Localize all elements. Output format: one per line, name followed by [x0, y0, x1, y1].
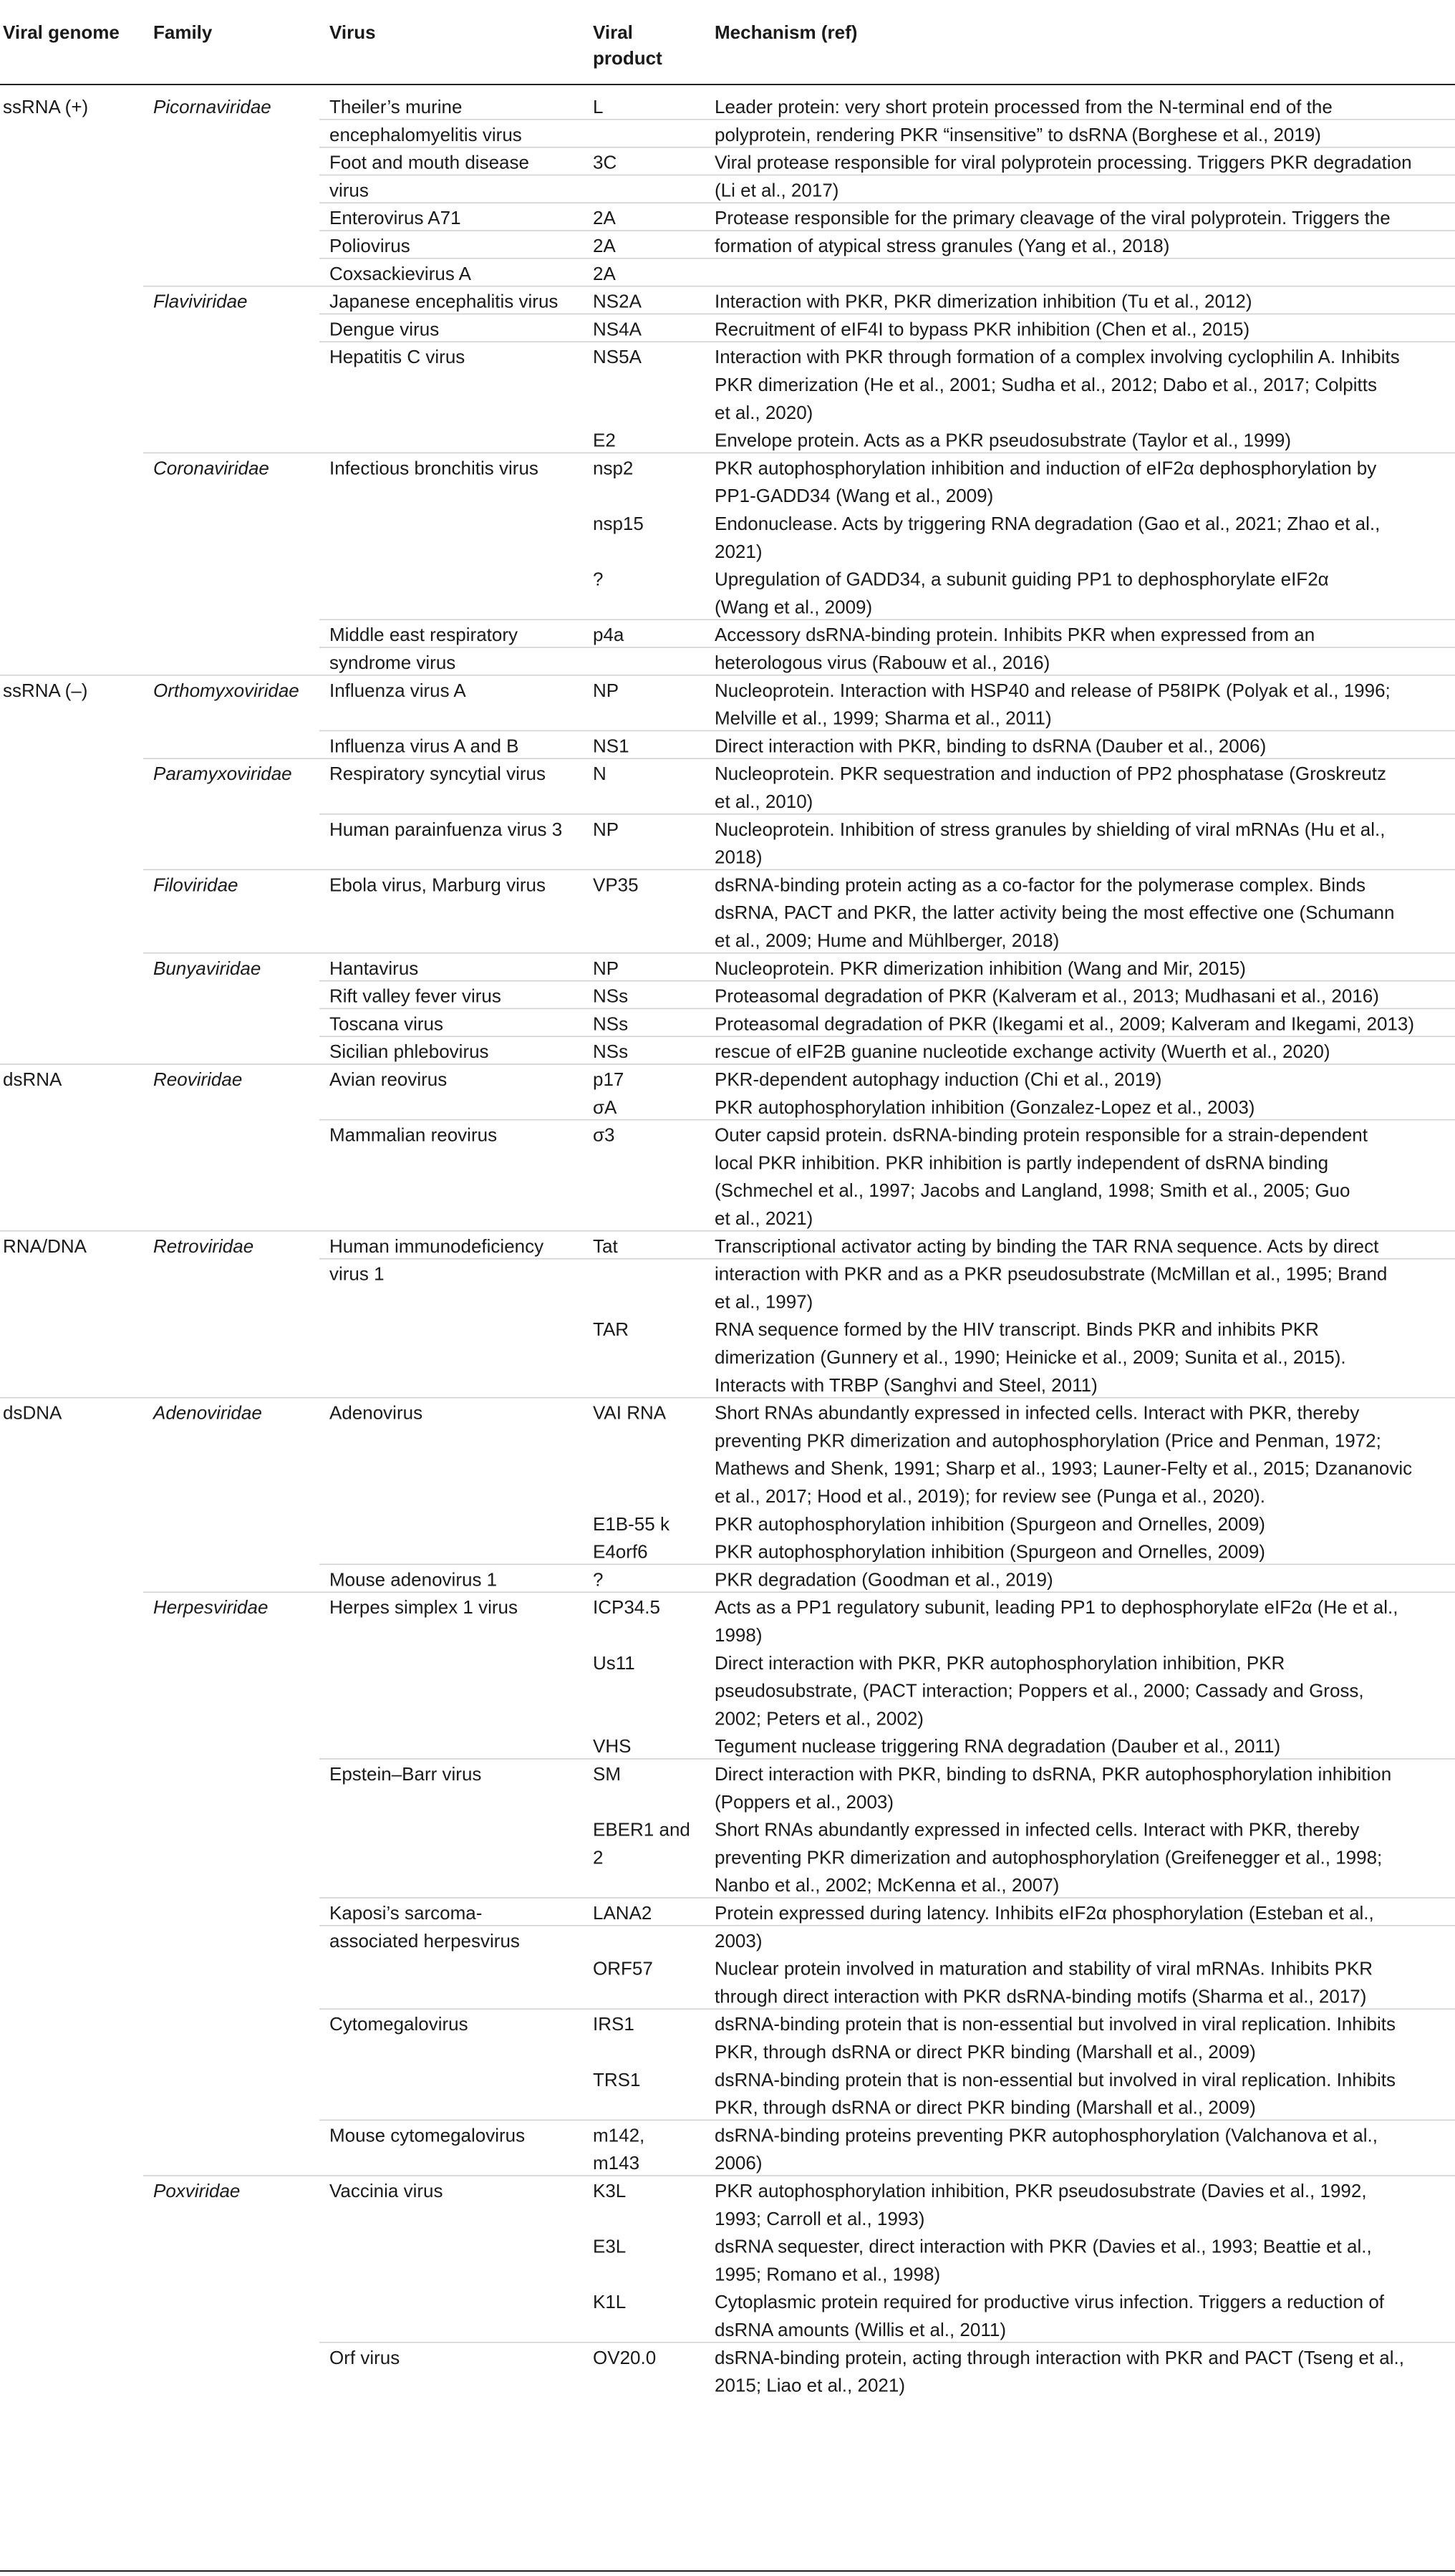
cell-mech: Endonuclease. Acts by triggering RNA degradation (Gao et al., 2021; Zhao et al.,: [715, 513, 1381, 534]
cell-virus: Mouse adenovirus 1: [329, 1568, 498, 1591]
cell-mech: Protein expressed during latency. Inhibits eIF2α phosphorylation (Esteban et al.,: [715, 1902, 1374, 1924]
cell-mech: preventing PKR dimerization and autophosphorylation (Price and Penman, 1972;: [715, 1429, 1381, 1452]
cell-mech: dsRNA-binding protein that is non-essential but involved in viral replication. Inhibits: [715, 2068, 1396, 2090]
cell-mech: Cytoplasmic protein required for productive virus infection. Triggers a reduction of: [715, 2291, 1384, 2313]
cell-virus: Hepatitis C virus: [329, 346, 465, 368]
cell-product: m143: [593, 2152, 640, 2174]
cell-mech: 2002; Peters et al., 2002): [715, 1707, 924, 1730]
cell-mech: Envelope protein. Acts as a PKR pseudosubstrate (Taylor et al., 1999): [715, 429, 1292, 451]
cell-mech: et al., 2021): [715, 1207, 813, 1229]
cell-mech: preventing PKR dimerization and autophosphorylation (Greifenegger et al., 1998;: [715, 1846, 1383, 1868]
cell-mech: heterologous virus (Rabouw et al., 2016): [715, 652, 1050, 673]
cell-mech: (Li et al., 2017): [715, 179, 839, 201]
cell-mech: Nucleoprotein. PKR sequestration and induction of PP2 phosphatase (Groskreutz: [715, 763, 1387, 785]
cell-virus: Kaposi’s sarcoma-: [329, 1902, 483, 1924]
cell-product: EBER1 and: [593, 1818, 690, 1841]
cell-mech: Outer capsid protein. dsRNA-binding protein responsible for a strain-dependent: [715, 1124, 1368, 1146]
cell-virus: Japanese encephalitis virus: [329, 290, 559, 312]
cell-virus: Human immunodeficiency: [329, 1235, 544, 1257]
cell-family: Picornaviridae: [153, 96, 271, 117]
cell-product: TAR: [593, 1318, 629, 1341]
cell-mech: dsRNA-binding protein, acting through interaction with PKR and PACT (Tseng et al.,: [715, 2346, 1404, 2368]
cell-mech: Proteasomal degradation of PKR (Kalveram et al., 2013; Mudhasani et al., 2016): [715, 985, 1379, 1007]
cell-mech: dsRNA, PACT and PKR, the latter activity being the most effective one (Schumann: [715, 902, 1395, 924]
cell-product: Us11: [593, 1651, 635, 1674]
cell-virus: Foot and mouth disease: [329, 151, 529, 173]
cell-product: E1B-55 k: [593, 1513, 670, 1535]
cell-virus: Poliovirus: [329, 235, 410, 256]
cell-product: E3L: [593, 2235, 627, 2257]
cell-virus: Hantavirus: [329, 957, 419, 979]
cell-mech: Tegument nuclease triggering RNA degradation (Dauber et al., 2011): [715, 1735, 1281, 1757]
cell-virus: Middle east respiratory: [329, 624, 518, 646]
cell-product: SM: [593, 1763, 621, 1785]
cell-product: NSs: [593, 1041, 629, 1063]
cell-mech: Recruitment of eIF4I to bypass PKR inhibition (Chen et al., 2015): [715, 318, 1250, 340]
cell-virus: Sicilian phlebovirus: [329, 1041, 489, 1063]
cell-product: K3L: [593, 2180, 627, 2201]
cell-family: Filoviridae: [153, 874, 238, 896]
cell-product: ICP34.5: [593, 1596, 660, 1619]
cell-virus: Respiratory syncytial virus: [329, 763, 546, 785]
cell-mech: local PKR inhibition. PKR inhibition is partly independent of dsRNA binding: [715, 1152, 1329, 1174]
cell-mech: PKR, through dsRNA or direct PKR binding (Marshall et al., 2009): [715, 2041, 1256, 2063]
cell-mech: Interaction with PKR through formation of a complex involving cyclophilin A. Inhibits: [715, 346, 1400, 368]
cell-product: NP: [593, 818, 619, 840]
cell-product: E2: [593, 429, 616, 451]
cell-product: L: [593, 96, 604, 117]
cell-virus: Avian reovirus: [329, 1068, 448, 1090]
cell-product: NS1: [593, 735, 629, 757]
cell-virus: Toscana virus: [329, 1013, 443, 1035]
cell-mech: Short RNAs abundantly expressed in infected cells. Interact with PKR, thereby: [715, 1818, 1360, 1841]
cell-mech: et al., 2017; Hood et al., 2019); for review see (Punga et al., 2020).: [715, 1485, 1265, 1507]
cell-mech: Direct interaction with PKR, binding to dsRNA, PKR autophosphorylation inhibition: [715, 1763, 1392, 1785]
cell-mech: dsRNA-binding protein acting as a co-factor for the polymerase complex. Binds: [715, 874, 1365, 896]
cell-product: NSs: [593, 1013, 629, 1035]
cell-mech: 2003): [715, 1929, 763, 1952]
cell-virus: Theiler’s murine: [329, 96, 463, 117]
cell-mech: Short RNAs abundantly expressed in infected cells. Interact with PKR, thereby: [715, 1402, 1360, 1424]
cell-mech: dimerization (Gunnery et al., 1990; Heinicke et al., 2009; Sunita et al., 2015).: [715, 1346, 1346, 1368]
cell-virus: Rift valley fever virus: [329, 985, 501, 1007]
cell-genome: dsDNA: [3, 1402, 62, 1424]
cell-mech: (Schmechel et al., 1997; Jacobs and Langland, 1998; Smith et al., 2005; Guo: [715, 1180, 1350, 1202]
cell-mech: dsRNA amounts (Willis et al., 2011): [715, 2319, 1007, 2340]
cell-family: Paramyxoviridae: [153, 763, 292, 785]
cell-mech: Accessory dsRNA-binding protein. Inhibits PKR when expressed from an: [715, 624, 1315, 646]
cell-product: N: [593, 763, 606, 785]
cell-virus: syndrome virus: [329, 652, 456, 673]
cell-mech: PKR dimerization (He et al., 2001; Sudha et al., 2012; Dabo et al., 2017; Colpitts: [715, 374, 1377, 395]
cell-product: 2A: [593, 235, 616, 256]
cell-mech: rescue of eIF2B guanine nucleotide exchange activity (Wuerth et al., 2020): [715, 1041, 1330, 1063]
cell-family: Flaviviridae: [153, 290, 248, 312]
cell-product: NS2A: [593, 290, 642, 312]
cell-mech: formation of atypical stress granules (Yang et al., 2018): [715, 235, 1170, 256]
cell-product: IRS1: [593, 2013, 634, 2035]
cell-virus: Ebola virus, Marburg virus: [329, 874, 546, 896]
cell-mech: dsRNA sequester, direct interaction with PKR (Davies et al., 1993; Beattie et al.,: [715, 2235, 1372, 2257]
cell-mech: RNA sequence formed by the HIV transcript. Binds PKR and inhibits PKR: [715, 1318, 1319, 1341]
cell-mech: Acts as a PP1 regulatory subunit, leading PP1 to dephosphorylate eIF2α (He et al.,: [715, 1596, 1398, 1619]
cell-mech: Nanbo et al., 2002; McKenna et al., 2007): [715, 1874, 1060, 1896]
cell-family: Adenoviridae: [153, 1402, 262, 1424]
cell-product: NSs: [593, 985, 629, 1007]
cell-product: nsp2: [593, 457, 634, 479]
cell-family: Reoviridae: [153, 1068, 243, 1090]
cell-family: Herpesviridae: [153, 1596, 269, 1619]
cell-virus: associated herpesvirus: [329, 1929, 520, 1952]
cell-mech: Viral protease responsible for viral polyprotein processing. Triggers PKR degradation: [715, 151, 1412, 173]
cell-mech: Nuclear protein involved in maturation and stability of viral mRNAs. Inhibits PKR: [715, 1957, 1373, 1979]
cell-mech: PP1-GADD34 (Wang et al., 2009): [715, 485, 994, 507]
header-mechanism: Mechanism (ref): [715, 21, 858, 43]
cell-virus: Adenovirus: [329, 1402, 423, 1424]
cell-mech: Transcriptional activator acting by binding the TAR RNA sequence. Acts by direct: [715, 1235, 1379, 1257]
cell-family: Coronaviridae: [153, 457, 269, 479]
cell-mech: 1995; Romano et al., 1998): [715, 2263, 941, 2285]
cell-mech: Direct interaction with PKR, binding to dsRNA (Dauber et al., 2006): [715, 735, 1267, 757]
cell-product: NP: [593, 679, 619, 701]
cell-mech: 2018): [715, 846, 763, 868]
header-family: Family: [153, 21, 213, 43]
cell-mech: 2006): [715, 2152, 763, 2174]
header-viral-genome: Viral genome: [3, 21, 120, 43]
cell-virus: Coxsackievirus A: [329, 262, 471, 284]
cell-mech: dsRNA-binding protein that is non-essential but involved in viral replication. Inhibits: [715, 2013, 1396, 2035]
cell-mech: through direct interaction with PKR dsRNA-binding motifs (Sharma et al., 2017): [715, 1985, 1367, 2007]
cell-mech: PKR autophosphorylation inhibition (Spurgeon and Ornelles, 2009): [715, 1540, 1265, 1563]
cell-product: 2A: [593, 207, 616, 229]
cell-mech: PKR, through dsRNA or direct PKR binding (Marshall et al., 2009): [715, 2096, 1256, 2118]
cell-mech: PKR degradation (Goodman et al., 2019): [715, 1568, 1053, 1591]
cell-mech: 1993; Carroll et al., 1993): [715, 2207, 925, 2229]
cell-product: NP: [593, 957, 619, 979]
cell-genome: ssRNA (–): [3, 679, 88, 701]
cell-mech: Nucleoprotein. PKR dimerization inhibition (Wang and Mir, 2015): [715, 957, 1246, 979]
cell-mech: Leader protein: very short protein processed from the N-terminal end of the: [715, 96, 1333, 117]
cell-virus: Mammalian reovirus: [329, 1124, 498, 1146]
cell-family: Retroviridae: [153, 1235, 254, 1257]
cell-product: LANA2: [593, 1902, 652, 1924]
cell-family: Bunyaviridae: [153, 957, 261, 979]
cell-mech: (Wang et al., 2009): [715, 596, 873, 618]
cell-product: p17: [593, 1068, 624, 1090]
cell-mech: pseudosubstrate, (PACT interaction; Poppers et al., 2000; Cassady and Gross,: [715, 1679, 1364, 1702]
cell-product: σA: [593, 1096, 617, 1118]
cell-virus: virus 1: [329, 1263, 385, 1285]
cell-virus: virus: [329, 179, 369, 201]
cell-mech: dsRNA-binding proteins preventing PKR autophosphorylation (Valchanova et al.,: [715, 2124, 1378, 2146]
cell-mech: Protease responsible for the primary cleavage of the viral polyprotein. Triggers the: [715, 207, 1391, 229]
cell-genome: RNA/DNA: [3, 1235, 87, 1257]
cell-product: p4a: [593, 624, 624, 646]
cell-mech: 1998): [715, 1624, 763, 1646]
cell-mech: PKR autophosphorylation inhibition (Spurgeon and Ornelles, 2009): [715, 1513, 1265, 1535]
cell-mech: et al., 2010): [715, 791, 813, 812]
cell-mech: PKR autophosphorylation inhibition, PKR pseudosubstrate (Davies et al., 1992,: [715, 2180, 1367, 2201]
cell-mech: 2021): [715, 540, 763, 562]
cell-mech: Nucleoprotein. Interaction with HSP40 and release of P58IPK (Polyak et al., 1996;: [715, 679, 1391, 701]
cell-virus: Influenza virus A: [329, 679, 466, 701]
cell-mech: interaction with PKR and as a PKR pseudosubstrate (McMillan et al., 1995; Brand: [715, 1263, 1388, 1285]
cell-virus: Cytomegalovirus: [329, 2013, 468, 2035]
cell-mech: Interacts with TRBP (Sanghvi and Steel, 2011): [715, 1374, 1098, 1396]
cell-mech: 2015; Liao et al., 2021): [715, 2374, 905, 2396]
cell-mech: Interaction with PKR, PKR dimerization inhibition (Tu et al., 2012): [715, 290, 1252, 312]
cell-mech: Nucleoprotein. Inhibition of stress granules by shielding of viral mRNAs (Hu et al.,: [715, 818, 1386, 840]
cell-product: K1L: [593, 2291, 627, 2313]
cell-mech: Melville et al., 1999; Sharma et al., 2011): [715, 707, 1052, 729]
cell-mech: PKR-dependent autophagy induction (Chi et al., 2019): [715, 1068, 1162, 1090]
cell-product: VP35: [593, 874, 639, 896]
cell-product: NS4A: [593, 318, 642, 340]
cell-virus: Epstein–Barr virus: [329, 1763, 482, 1785]
header-viral-product-line-1: Viral: [593, 21, 633, 43]
cell-product: TRS1: [593, 2068, 641, 2090]
cell-family: Orthomyxoviridae: [153, 679, 299, 701]
header-virus: Virus: [329, 21, 376, 43]
cell-family: Poxviridae: [153, 2180, 241, 2201]
cell-mech: Proteasomal degradation of PKR (Ikegami et al., 2009; Kalveram and Ikegami, 2013): [715, 1013, 1414, 1035]
cell-product: ?: [593, 1568, 604, 1591]
cell-product: NS5A: [593, 346, 642, 368]
cell-virus: Vaccinia virus: [329, 2180, 443, 2201]
cell-virus: Enterovirus A71: [329, 207, 461, 229]
cell-virus: encephalomyelitis virus: [329, 123, 522, 145]
cell-mech: (Poppers et al., 2003): [715, 1790, 894, 1813]
cell-product: VHS: [593, 1735, 632, 1757]
cell-product: nsp15: [593, 513, 644, 534]
cell-product: 3C: [593, 151, 617, 173]
cell-mech: et al., 2009; Hume and Mühlberger, 2018): [715, 930, 1060, 951]
cell-product: σ3: [593, 1124, 615, 1146]
cell-genome: dsRNA: [3, 1068, 62, 1090]
cell-mech: PKR autophosphorylation inhibition (Gonzalez-Lopez et al., 2003): [715, 1096, 1255, 1118]
cell-mech: PKR autophosphorylation inhibition and induction of eIF2α dephosphorylation by: [715, 457, 1377, 479]
cell-product: 2A: [593, 262, 616, 284]
cell-product: VAI RNA: [593, 1402, 667, 1424]
cell-virus: Infectious bronchitis virus: [329, 457, 538, 479]
cell-product: ?: [593, 568, 604, 590]
cell-mech: Mathews and Shenk, 1991; Sharp et al., 1993; Launer-Felty et al., 2015; Dzananovic: [715, 1457, 1413, 1480]
cell-mech: et al., 1997): [715, 1291, 813, 1313]
cell-product: m142,: [593, 2124, 645, 2146]
cell-mech: Upregulation of GADD34, a subunit guiding PP1 to dephosphorylate eIF2α: [715, 568, 1329, 590]
cell-virus: Herpes simplex 1 virus: [329, 1596, 518, 1619]
cell-mech: et al., 2020): [715, 401, 813, 423]
cell-virus: Dengue virus: [329, 318, 440, 340]
cell-product: OV20.0: [593, 2346, 657, 2368]
cell-mech: Direct interaction with PKR, PKR autophosphorylation inhibition, PKR: [715, 1651, 1285, 1674]
cell-product: Tat: [593, 1235, 618, 1257]
cell-product: ORF57: [593, 1957, 653, 1979]
cell-product: 2: [593, 1846, 604, 1868]
cell-virus: Influenza virus A and B: [329, 735, 519, 757]
cell-virus: Human parainfuenza virus 3: [329, 818, 563, 840]
cell-product: E4orf6: [593, 1540, 648, 1563]
cell-genome: ssRNA (+): [3, 96, 89, 117]
header-viral-product-line-2: product: [593, 47, 662, 69]
cell-virus: Mouse cytomegalovirus: [329, 2124, 526, 2146]
cell-virus: Orf virus: [329, 2346, 400, 2368]
cell-mech: polyprotein, rendering PKR “insensitive” to dsRNA (Borghese et al., 2019): [715, 123, 1321, 145]
